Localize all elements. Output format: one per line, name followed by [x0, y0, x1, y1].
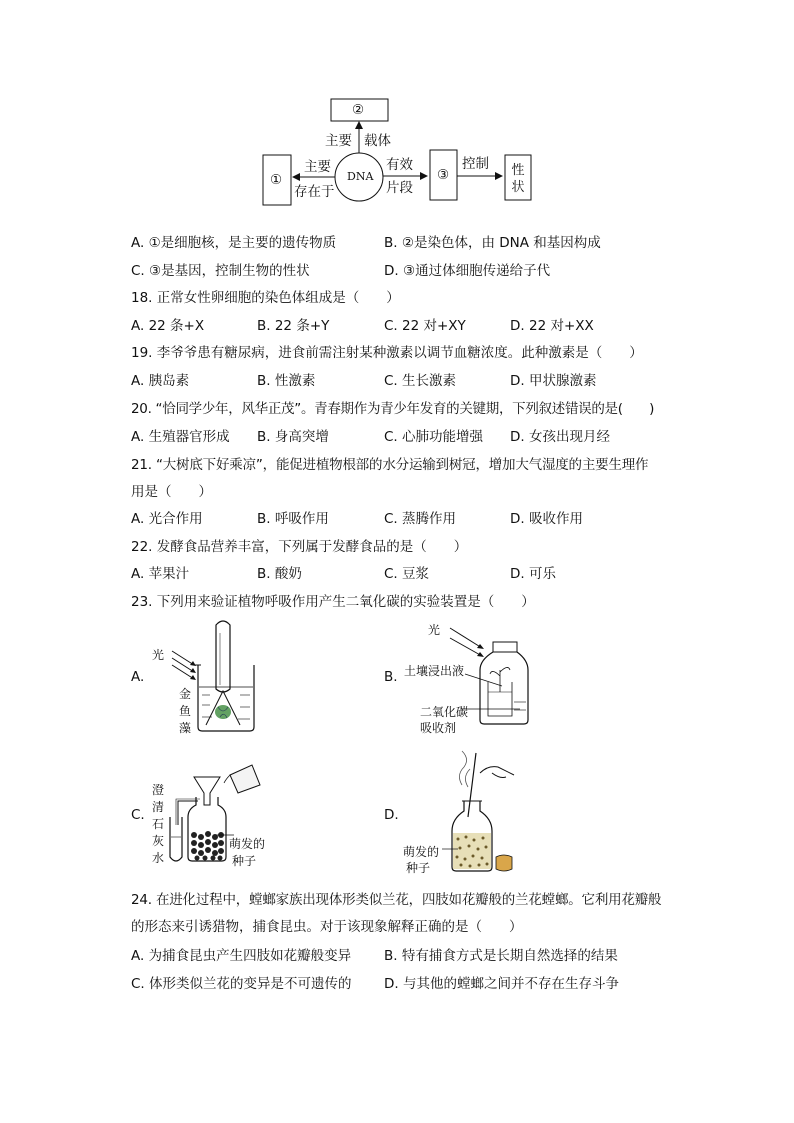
apparatus-a-light-label: 光	[152, 648, 165, 662]
q22-stem: 22. 发酵食品营养丰富，下列属于发酵食品的是（ ）	[131, 539, 468, 555]
q22-option-c: C. 豆浆	[384, 566, 430, 582]
apparatus-b-light-label: 光	[428, 623, 441, 637]
apparatus-c-seeds-label-1: 萌发的	[229, 837, 266, 851]
q24-option-a: A. 为捕食昆虫产生四肢如花瓣般变异	[131, 948, 352, 964]
q17-option-b: B. ②是染色体，由 DNA 和基因构成	[384, 235, 601, 251]
option-d-letter: D.	[384, 807, 399, 823]
right-arrow-label-2: 片段	[386, 180, 413, 196]
box-top-label: ②	[352, 102, 365, 118]
q21-stem-line-2: 用是（ ）	[131, 484, 212, 500]
apparatus-d-drawing	[440, 745, 530, 875]
q22-option-b: B. 酸奶	[257, 566, 302, 582]
q19-option-c: C. 生长激素	[384, 373, 457, 389]
right-arrow-label-1: 有效	[386, 157, 413, 173]
q18-option-a: A. 22 条+X	[131, 318, 205, 334]
apparatus-d-seeds-label-2: 种子	[406, 861, 431, 875]
q21-option-c: C. 蒸腾作用	[384, 511, 457, 527]
q21-stem-line-1: 21. “大树底下好乘凉”，能促进植物根部的水分运输到树冠，增加大气湿度的主要生理作	[131, 457, 649, 473]
box-right-label: ③	[437, 167, 450, 183]
apparatus-b-absorbent-label-1: 二氧化碳	[420, 705, 469, 719]
apparatus-a-plant-label: 金鱼藻	[178, 687, 191, 735]
q24-option-c: C. 体形类似兰花的变异是不可遗传的	[131, 976, 352, 992]
left-arrow-label-2: 存在于	[294, 184, 335, 200]
trait-box-label: 性状	[511, 163, 525, 195]
apparatus-b-absorbent-label-2: 吸收剂	[420, 721, 457, 735]
up-arrow-label-1: 主要	[325, 133, 352, 149]
q24-option-b: B. 特有捕食方式是长期自然选择的结果	[384, 948, 618, 964]
q23-stem: 23. 下列用来验证植物呼吸作用产生二氧化碳的实验装置是（ ）	[131, 594, 535, 610]
apparatus-c-seeds-label-2: 种子	[232, 854, 257, 868]
q21-option-b: B. 呼吸作用	[257, 511, 329, 527]
q18-option-c: C. 22 对+XY	[384, 318, 466, 334]
q17-option-a: A. ①是细胞核，是主要的遗传物质	[131, 235, 337, 251]
apparatus-b-soil-label: 土壤浸出液	[404, 664, 465, 678]
apparatus-d-seeds-label-1: 萌发的	[403, 845, 440, 859]
q24-option-d: D. 与其他的螳螂之间并不存在生存斗争	[384, 976, 619, 992]
apparatus-c-limewater-label: 澄清石灰水	[151, 783, 164, 865]
q17-option-d: D. ③通过体细胞传递给子代	[384, 263, 551, 279]
q19-option-a: A. 胰岛素	[131, 373, 190, 389]
q24-stem-line-1: 24. 在进化过程中，螳螂家族出现体形类似兰花，四肢如花瓣般的兰花螳螂。它利用花瓣般	[131, 892, 662, 908]
q20-option-a: A. 生殖器官形成	[131, 429, 230, 445]
left-arrow-label-1: 主要	[304, 159, 331, 175]
up-arrow-label-2: 载体	[364, 133, 391, 149]
dna-circle-label: DNA	[347, 170, 374, 183]
q17-option-c: C. ③是基因，控制生物的性状	[131, 263, 310, 279]
q21-option-d: D. 吸收作用	[510, 511, 583, 527]
q24-stem-line-2: 的形态来引诱猎物，捕食昆虫。对于该现象解释正确的是（ ）	[131, 919, 523, 935]
q21-option-a: A. 光合作用	[131, 511, 203, 527]
control-label: 控制	[462, 156, 489, 172]
q20-stem: 20. “恰同学少年，风华正茂”。青春期作为青少年发育的关键期，下列叙述错误的是( )	[131, 401, 655, 417]
q19-stem: 19. 李爷爷患有糖尿病，进食前需注射某种激素以调节血糖浓度。此种激素是（ ）	[131, 345, 643, 361]
q18-option-b: B. 22 条+Y	[257, 318, 330, 334]
option-a-letter: A.	[131, 669, 145, 685]
q18-option-d: D. 22 对+XX	[510, 318, 594, 334]
q20-option-b: B. 身高突增	[257, 429, 329, 445]
q22-option-d: D. 可乐	[510, 566, 556, 582]
q18-stem: 18. 正常女性卵细胞的染色体组成是（ ）	[131, 290, 400, 306]
option-b-letter: B.	[384, 669, 398, 685]
q19-option-d: D. 甲状腺激素	[510, 373, 597, 389]
q20-option-d: D. 女孩出现月经	[510, 429, 610, 445]
q19-option-b: B. 性激素	[257, 373, 316, 389]
box-left-label: ①	[270, 172, 283, 188]
q22-option-a: A. 苹果汁	[131, 566, 190, 582]
apparatus-a-drawing	[150, 615, 270, 735]
q20-option-c: C. 心肺功能增强	[384, 429, 484, 445]
option-c-letter: C.	[131, 807, 145, 823]
